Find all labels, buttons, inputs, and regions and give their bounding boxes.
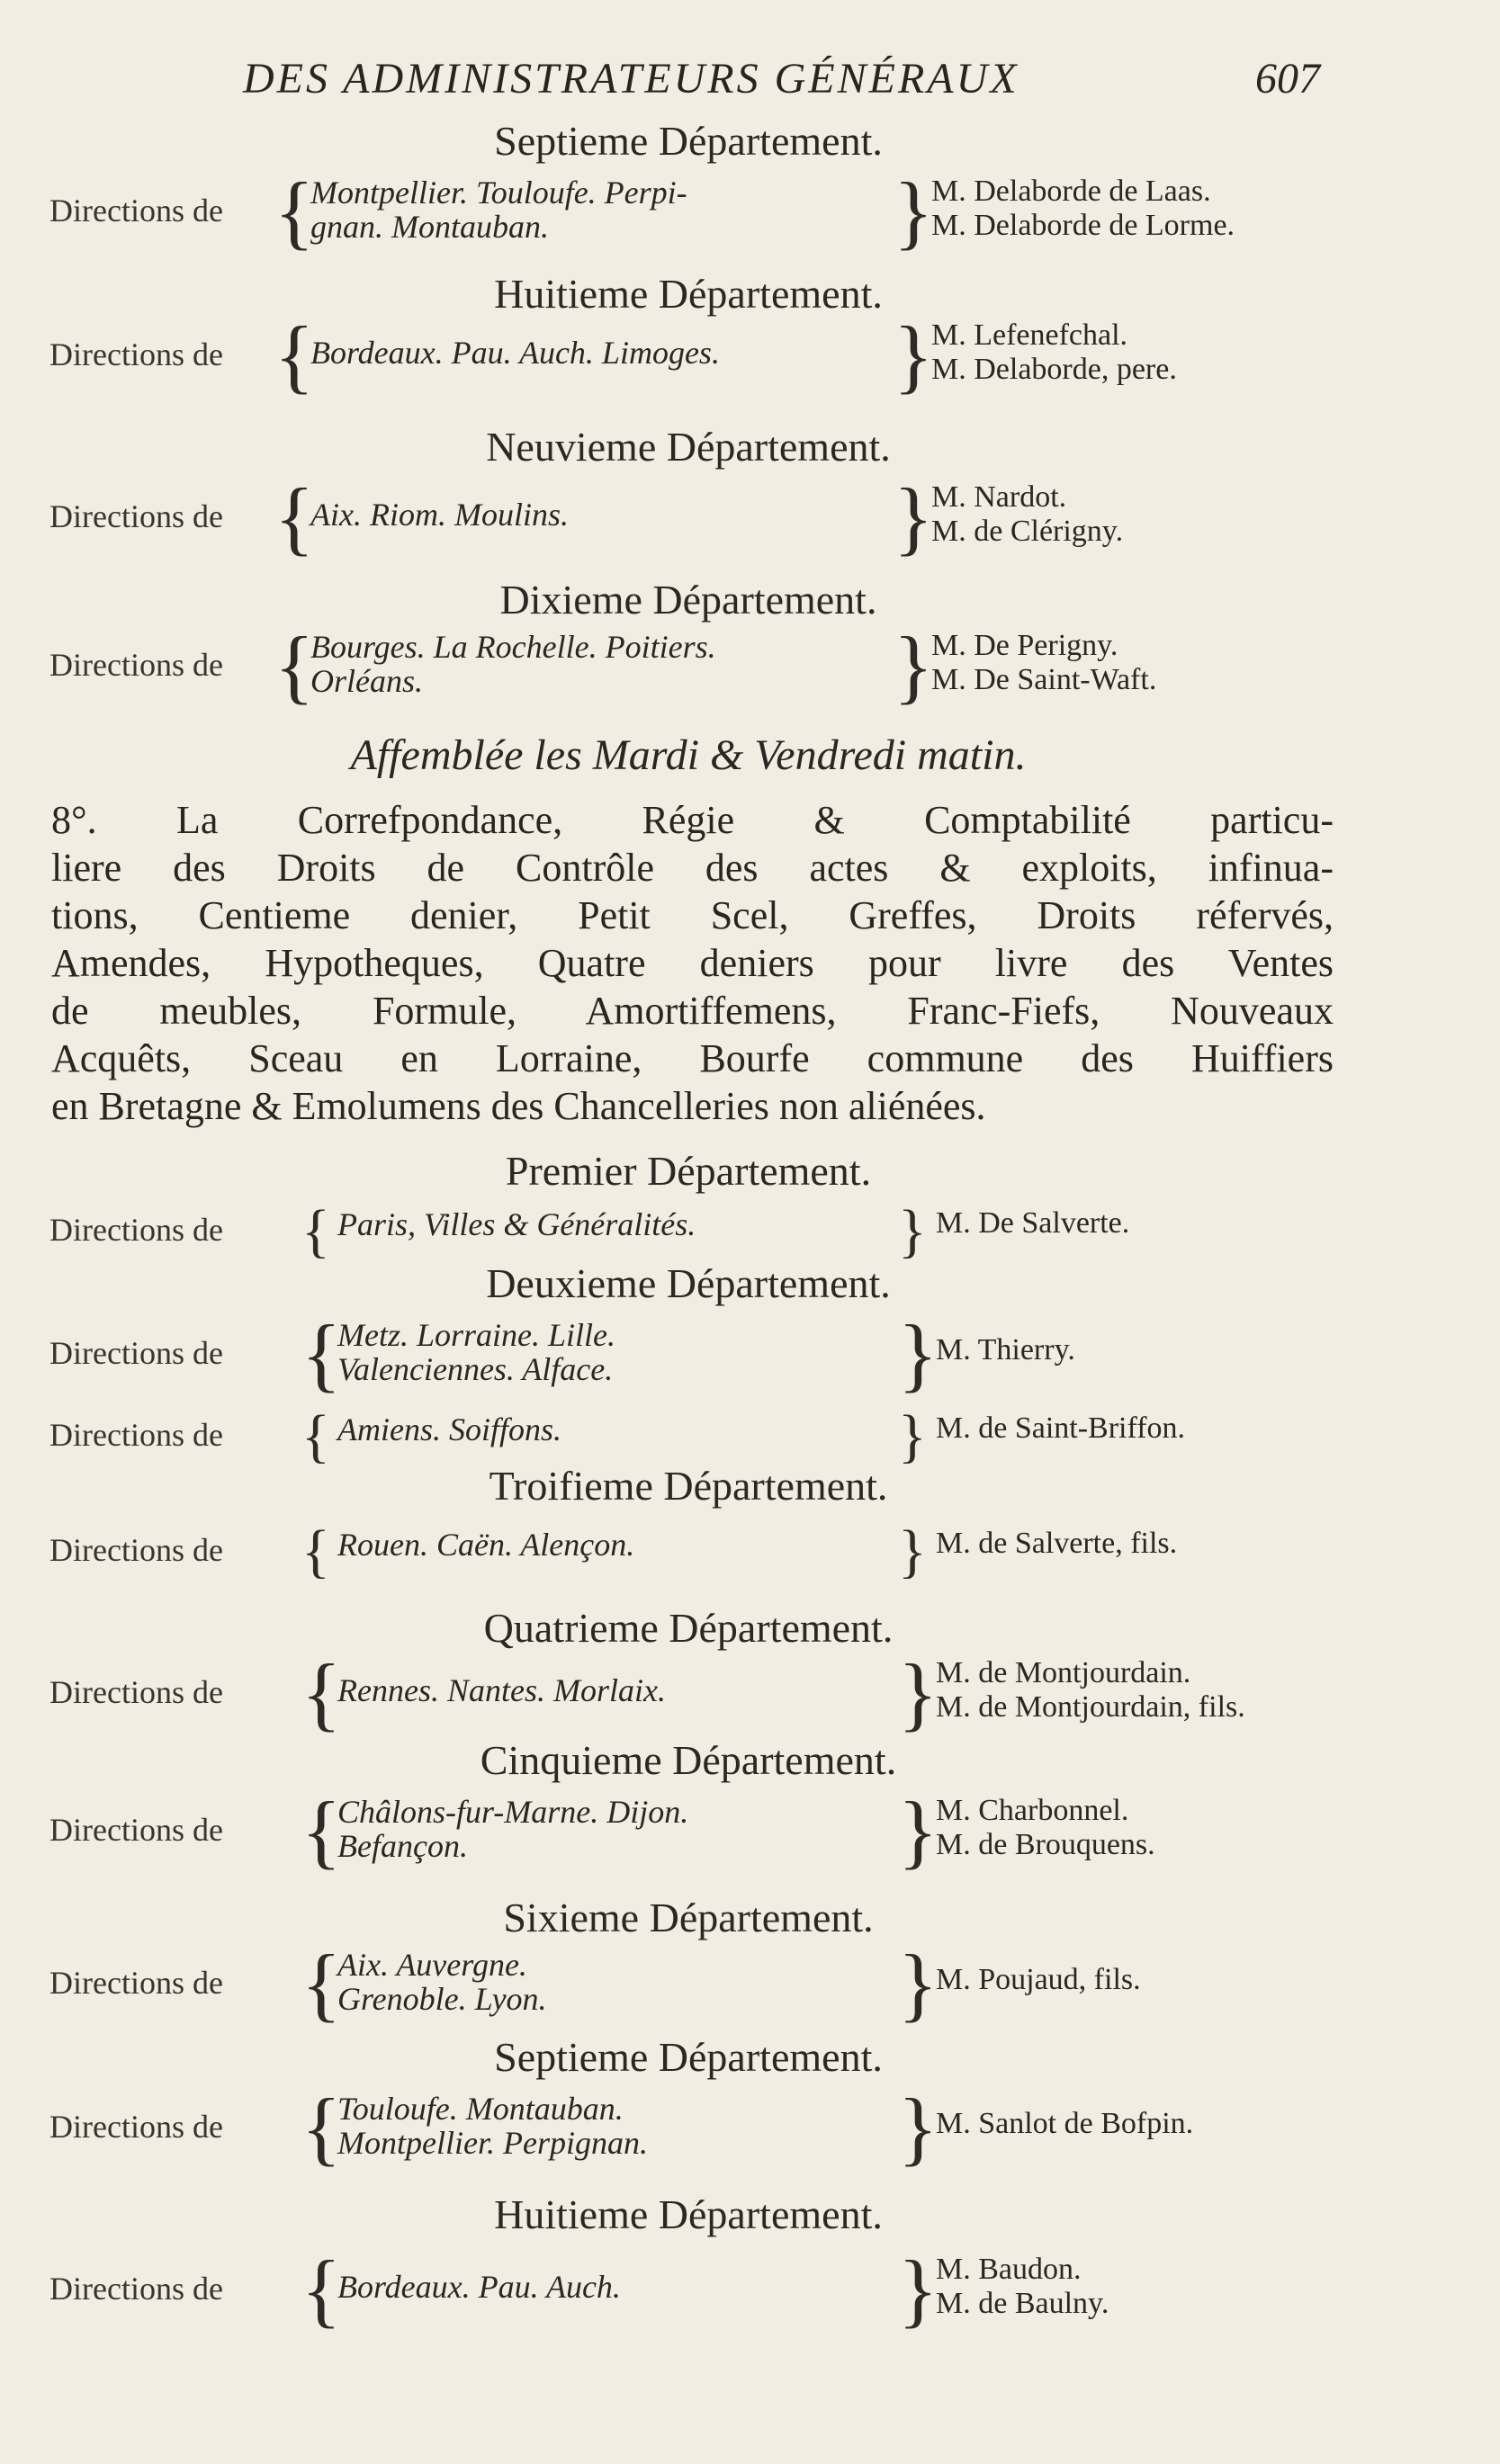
running-head: DES ADMINISTRATEURS GÉNÉRAUX xyxy=(243,55,1019,103)
official-name: M. De Salverte. xyxy=(936,1206,1130,1240)
city-line: Valenciennes. Alface. xyxy=(337,1351,614,1387)
official-name: M. de Saint-Briffon. xyxy=(936,1411,1186,1445)
left-brace: { xyxy=(301,1519,330,1584)
official-name: M. de Brouquens. xyxy=(936,1828,1155,1861)
official-name: M. de Montjourdain. xyxy=(936,1656,1191,1689)
paragraph-line: en Bretagne & Emolumens des Chancelleries non aliénées. xyxy=(51,1084,986,1128)
city-line: Rennes. Nantes. Morlaix. xyxy=(337,1672,666,1708)
article-paragraph xyxy=(51,796,1334,1130)
city-line: Paris, Villes & Généralités. xyxy=(337,1206,696,1242)
left-brace: { xyxy=(274,309,315,401)
right-brace: } xyxy=(898,1938,939,2029)
right-brace: } xyxy=(894,620,934,712)
department-heading: Troifieme Département. xyxy=(489,1463,888,1509)
direction-label: Directions de xyxy=(49,1212,223,1248)
official-name: M. de Montjourdain, fils. xyxy=(936,1690,1245,1724)
direction-label: Directions de xyxy=(49,647,223,683)
city-line: Bordeaux. Pau. Auch. Limoges. xyxy=(310,335,720,371)
official-name: M. Sanlot de Bofpin. xyxy=(936,2107,1194,2140)
right-brace: } xyxy=(894,309,934,401)
city-line: Montpellier. Touloufe. Perpi- xyxy=(310,175,687,211)
direction-label: Directions de xyxy=(49,193,223,228)
department-heading: Cinquieme Département. xyxy=(480,1737,897,1783)
right-brace: } xyxy=(898,1519,927,1584)
department-heading: Septieme Département. xyxy=(494,118,883,164)
department-heading: Deuxieme Département. xyxy=(486,1260,891,1306)
city-line: Aix. Auvergne. xyxy=(337,1947,527,1983)
official-name: M. De Saint-Waft. xyxy=(931,663,1157,696)
direction-label: Directions de xyxy=(49,1965,223,2001)
direction-label: Directions de xyxy=(49,1335,223,1371)
city-line: Touloufe. Montauban. xyxy=(337,2091,624,2127)
paragraph-line: Amendes, Hypotheques, Quatre deniers pour livre des Ventes xyxy=(51,941,1334,985)
direction-label: Directions de xyxy=(49,498,223,534)
left-brace: { xyxy=(301,2082,342,2173)
assembly-note: Affemblée les Mardi & Vendredi matin. xyxy=(350,731,1027,779)
right-brace: } xyxy=(898,2082,939,2173)
paragraph-line: liere des Droits de Contrôle des actes & exploits, infinua- xyxy=(51,846,1334,890)
official-name: M. Delaborde de Laas. xyxy=(931,175,1211,208)
city-line: Metz. Lorraine. Lille. xyxy=(337,1317,616,1353)
left-brace: { xyxy=(301,1938,342,2029)
official-name: M. de Clérigny. xyxy=(931,515,1124,548)
city-line: Orléans. xyxy=(310,663,423,699)
city-line: Montpellier. Perpignan. xyxy=(337,2125,648,2161)
city-line: gnan. Montauban. xyxy=(310,209,549,245)
department-heading: Neuvieme Département. xyxy=(486,424,891,470)
city-line: Grenoble. Lyon. xyxy=(337,1981,547,2017)
left-brace: { xyxy=(301,2244,342,2335)
right-brace: } xyxy=(898,1198,927,1264)
right-brace: } xyxy=(894,166,934,257)
right-brace: } xyxy=(898,1403,927,1469)
city-line: Befançon. xyxy=(337,1828,468,1864)
official-name: M. de Baulny. xyxy=(936,2287,1109,2320)
department-heading: Septieme Département. xyxy=(494,2034,883,2080)
left-brace: { xyxy=(301,1198,330,1264)
official-name: M. Thierry. xyxy=(936,1333,1075,1366)
right-brace: } xyxy=(894,471,934,563)
official-name: M. Delaborde, pere. xyxy=(931,353,1177,386)
department-heading: Dixieme Département. xyxy=(499,577,877,623)
department-heading: Premier Département. xyxy=(505,1148,872,1194)
left-brace: { xyxy=(274,620,315,712)
direction-label: Directions de xyxy=(49,2109,223,2145)
right-brace: } xyxy=(898,2244,939,2335)
right-brace: } xyxy=(898,1785,939,1877)
paragraph-line: 8°. La Correfpondance, Régie & Comptabilité particu- xyxy=(51,798,1334,842)
official-name: M. de Salverte, fils. xyxy=(936,1527,1178,1560)
official-name: M. Charbonnel. xyxy=(936,1794,1129,1827)
city-line: Amiens. Soiffons. xyxy=(337,1411,561,1447)
official-name: M. De Perigny. xyxy=(931,629,1118,662)
official-name: M. Lefenefchal. xyxy=(931,318,1128,352)
direction-label: Directions de xyxy=(49,1532,223,1568)
official-name: M. Nardot. xyxy=(931,480,1067,514)
city-line: Châlons-fur-Marne. Dijon. xyxy=(337,1794,689,1830)
direction-label: Directions de xyxy=(49,336,223,372)
direction-label: Directions de xyxy=(49,2271,223,2307)
department-heading: Quatrieme Département. xyxy=(483,1605,894,1651)
page-number: 607 xyxy=(1255,55,1320,103)
official-name: M. Delaborde de Lorme. xyxy=(931,209,1235,242)
department-heading: Sixieme Département. xyxy=(503,1895,874,1940)
paragraph-line: tions, Centieme denier, Petit Scel, Greffes, Droits réfervés, xyxy=(51,893,1334,937)
left-brace: { xyxy=(274,471,315,563)
left-brace: { xyxy=(301,1785,342,1877)
official-name: M. Baudon. xyxy=(936,2253,1082,2286)
left-brace: { xyxy=(301,1403,330,1469)
left-brace: { xyxy=(301,1308,342,1400)
paragraph-line: de meubles, Formule, Amortiffemens, Franc-Fiefs, Nouveaux xyxy=(51,989,1334,1033)
city-line: Aix. Riom. Moulins. xyxy=(310,497,569,533)
right-brace: } xyxy=(898,1308,939,1400)
left-brace: { xyxy=(274,166,315,257)
paragraph-line: Acquêts, Sceau en Lorraine, Bourfe commune des Huiffiers xyxy=(51,1036,1334,1080)
department-heading: Huitieme Département. xyxy=(494,271,883,317)
right-brace: } xyxy=(898,1647,939,1739)
city-line: Bourges. La Rochelle. Poitiers. xyxy=(310,629,716,665)
direction-label: Directions de xyxy=(49,1417,223,1453)
department-heading: Huitieme Département. xyxy=(494,2191,883,2237)
direction-label: Directions de xyxy=(49,1674,223,1710)
city-line: Bordeaux. Pau. Auch. xyxy=(337,2269,621,2305)
left-brace: { xyxy=(301,1647,342,1739)
direction-label: Directions de xyxy=(49,1812,223,1848)
official-name: M. Poujaud, fils. xyxy=(936,1963,1141,1996)
city-line: Rouen. Caën. Alençon. xyxy=(337,1527,635,1563)
